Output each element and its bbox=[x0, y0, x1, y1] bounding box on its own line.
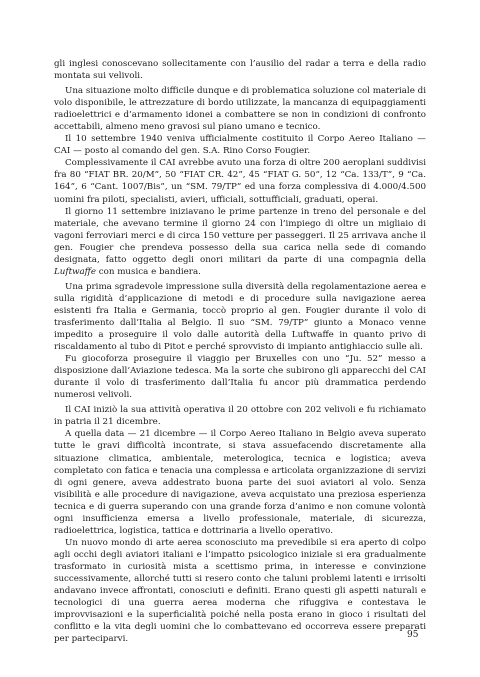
paragraph: A quella data — 21 dicembre — il Corpo Aereo Italiano in Belgio aveva superato tutte le gravi difficoltà incontrate, si stava assuefacendo discretamente alla situazione climatica, ambientale, meterologica, tecnica e logistica; aveva completato con fatica e tenacia una complessa e articolata organizzazione di servizi di ogni genere, aveva addestrato buona parte dei suoi aviatori al volo. Senza visibilità e alle procedure di navigazione, aveva acquistato una preziosa esperienza tecnica e di guerra superando con una grande forza d’animo e non comune volontà ogni insufficienza emersa a livello professionale, materiale, di sicurezza, radioelettrica, logistica, tattica e dottrinaria a livello operativo. bbox=[54, 429, 426, 536]
italic-word: Luftwaffe bbox=[54, 266, 96, 277]
paragraph: Fu giocoforza proseguire il viaggio per Bruxelles con uno “Ju. 52” messo a disposizione dall’Aviazione tedesca. Ma la sorte che subirono gli apparecchi del CAI durante il volo di trasferimento dall’Italia fu ancor più drammatica perdendo numerosi velivoli. bbox=[54, 354, 426, 401]
paragraph: Il 10 settembre 1940 veniva ufficialmente costituito il Corpo Aereo Italiano — CAI — posto al comando del gen. S.A. Rino Corso Fougier. bbox=[54, 134, 426, 157]
paragraph-continued: gli inglesi conoscevano sollecitamente con l’ausilio del radar a terra e della radio montata sui velivoli. bbox=[54, 59, 426, 82]
paragraph: Complessivamente il CAI avrebbe avuto una forza di oltre 200 aeroplani suddivisi fra 80 “FIAT BR. 20/M”, 50 “FIAT CR. 42”, 45 “FIAT G. 50”, 12 “Ca. 133/T”, 9 “Ca. 164”, 6 “Cant. 1007/Bis”, un “SM. 79/TP” ed una forza complessiva di 4.000/4.500 uomini fra piloti, specialisti, avieri, ufficiali, sottufficiali, graduati, operai. bbox=[54, 158, 426, 205]
paragraph: Il CAI iniziò la sua attività operativa il 20 ottobre con 202 velivoli e fu richiamato in patria il 21 dicembre. bbox=[54, 405, 426, 428]
page-number: 95 bbox=[407, 630, 419, 640]
paragraph: Una situazione molto difficile dunque e di problematica soluzione col materiale di volo disponibile, le attrezzature di bordo utilizzate, la mancanza di equipaggiamenti radioelettrici e d’armamento idonei a combattere se non in condizioni di confronto accettabili, almeno meno gravosi sul piano umano e tecnico. bbox=[54, 86, 426, 133]
paragraph: Il giorno 11 settembre iniziavano le prime partenze in treno del personale e del materiale, che avevano termine il giorno 24 con l’impiego di oltre un migliaio di vagoni ferroviari merci e di circa 150 vetture per passeggeri. Il 25 arrivava anche il gen. Fougier che prendeva possesso della sua carica nella sede di comando designata, fatto oggetto degli onori militari da parte di una compagnia della Luftwaffe con musica e bandiera. bbox=[54, 206, 426, 277]
paragraph: Una prima sgradevole impressione sulla diversità della regolamentazione aerea e sulla rigidità d’applicazione di metodi e di procedure sulla navigazione aerea esistenti fra Italia e Germania, toccò proprio al gen. Fougier durante il volo di trasferimento dall’Italia al Belgio. Il suo “SM. 79/TP” giunto a Monaco venne impedito a proseguire il volo dalle autorità della Luftwaffe in quanto privo di riscaldamento al tubo di Pitot e perché sprovvisto di impianto antighiaccio sulle ali. bbox=[54, 281, 426, 353]
document-page bbox=[54, 58, 426, 645]
paragraph: Un nuovo mondo di arte aerea sconosciuto ma prevedibile si era aperto di colpo agli occhi degli aviatori italiani e l’impatto psicologico iniziale si era gradualmente trasformato in curiosità mista a scettismo prima, in interesse e convinzione successivamente, allorché tutti si resero conto che taluni problemi latenti e irrisolti andavano invece affrontati, conosciuti e definiti. Erano questi gli aspetti naturali e tecnologici di una guerra aerea moderna che rifuggiva e contestava le improvvisazioni e la superficialità poiché nella posta erano in gioco i risultati del conflitto e la vita degli uomini che lo combattevano ed occorreva essere preparati per parteciparvi. bbox=[54, 537, 426, 645]
